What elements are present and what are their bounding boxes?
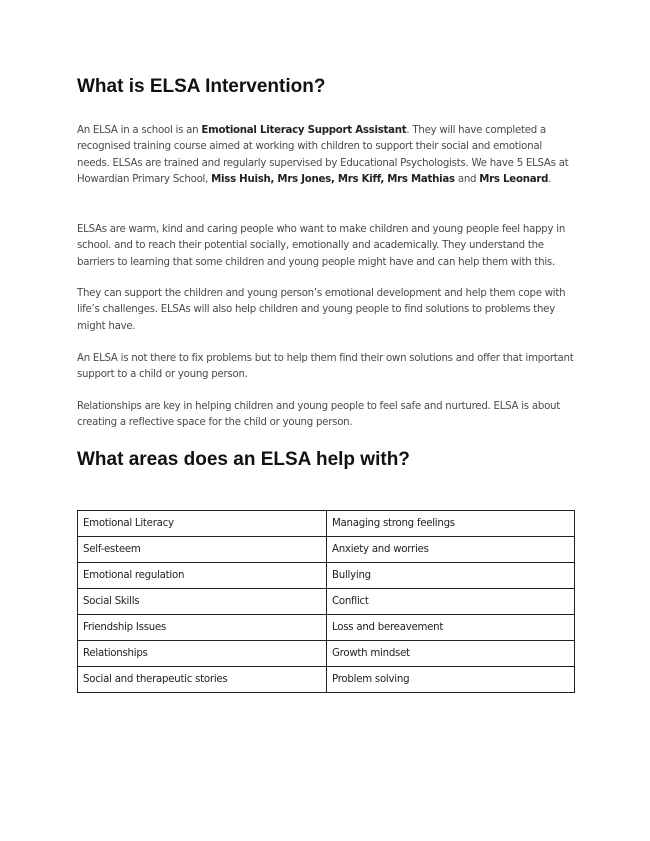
table-row	[78, 537, 575, 563]
table-cell: Social Skills	[78, 589, 327, 615]
table-row	[78, 615, 575, 641]
table-cell: Problem solving	[327, 667, 575, 693]
elsa-staff-names: Miss Huish, Mrs Jones, Mrs Kiff, Mrs Mathias	[211, 174, 455, 186]
paragraph-support: They can support the children and young person’s emotional development and help them cope with life’s challenges. ELSAs will also help children and young people to find solutions to problems they might have.	[77, 288, 566, 332]
heading-areas: What areas does an ELSA help with?	[77, 449, 410, 470]
table-cell: Relationships	[78, 641, 327, 667]
paragraph-warm-kind: ELSAs are warm, kind and caring people who want to make children and young people feel happy in school. and to reach their potential socially, emotionally and academically. They understand the barriers to learning that some children and young people might have and can help them with this.	[77, 224, 566, 268]
intro-text-3: and	[454, 174, 480, 186]
table-cell: Self-esteem	[78, 537, 327, 563]
table-row	[78, 641, 575, 667]
table-cell: Friendship Issues	[78, 615, 327, 641]
table-row	[78, 667, 575, 693]
table-row	[78, 563, 575, 589]
paragraph-not-fix: An ELSA is not there to fix problems but to help them find their own solutions and offer that important support to a child or young person.	[77, 353, 574, 381]
intro-text-2: . They will have completed a recognised training course aimed at working with children to support their social and emotional needs. ELSAs are trained and regularly supervised by Educational Psychologists. We have 5 ELSAs at Howardian Primary School,	[77, 125, 569, 186]
elsa-full-name: Emotional Literacy Support Assistant	[201, 125, 407, 136]
table-cell: Loss and bereavement	[327, 615, 575, 641]
intro-paragraph	[77, 123, 577, 189]
intro-text-4: .	[548, 174, 552, 186]
table-cell: Emotional regulation	[78, 563, 327, 589]
table-cell: Managing strong feelings	[327, 511, 575, 537]
table-cell: Emotional Literacy	[78, 511, 327, 537]
heading-what-is-elsa: What is ELSA Intervention?	[77, 76, 326, 97]
elsa-staff-last-name: Mrs Leonard	[479, 174, 549, 186]
table-cell: Conflict	[327, 589, 575, 615]
table-cell: Anxiety and worries	[327, 537, 575, 563]
table-cell: Bullying	[327, 563, 575, 589]
table-cell: Social and therapeutic stories	[78, 667, 327, 693]
table-row	[78, 589, 575, 615]
areas-table	[77, 510, 575, 693]
table-cell: Growth mindset	[327, 641, 575, 667]
paragraph-relationships: Relationships are key in helping children and young people to feel safe and nurtured. ELSA is about creating a reflective space for the child or young person.	[77, 401, 561, 429]
table-row	[78, 511, 575, 537]
intro-text-1: An ELSA in a school is an	[77, 125, 202, 136]
